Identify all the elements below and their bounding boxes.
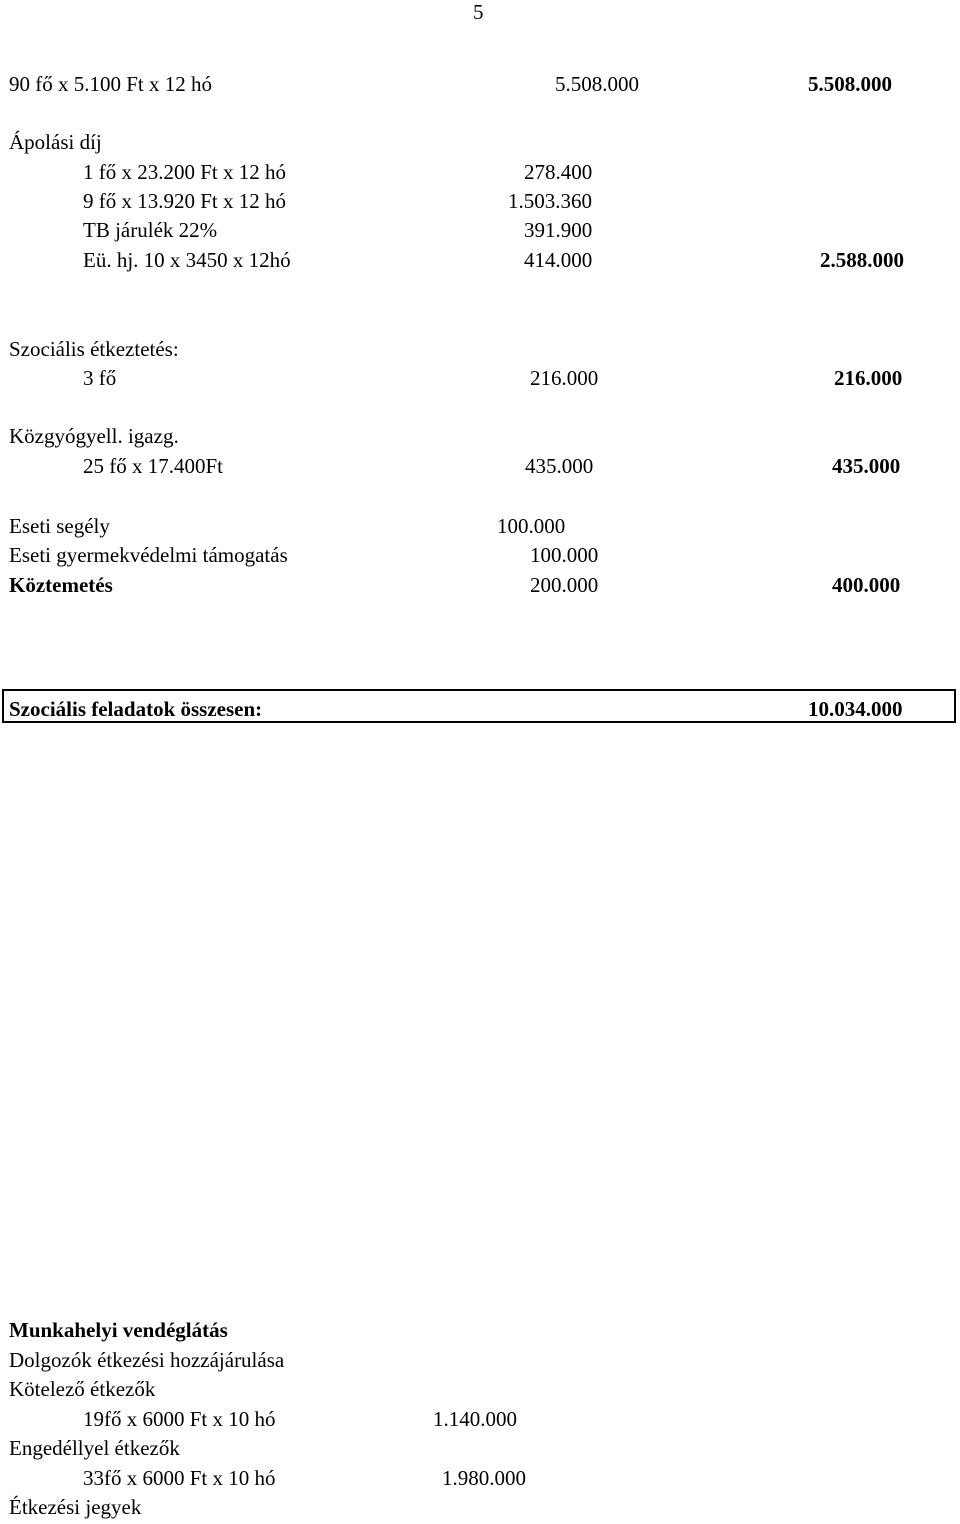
section-heading-apolasi: Ápolási díj <box>9 130 102 154</box>
row-amount: 5.508.000 <box>555 72 639 96</box>
section-heading-kozgyogyellatas: Közgyógyell. igazg. <box>9 424 179 448</box>
row-amount: 435.000 <box>525 454 594 478</box>
row-label: TB járulék 22% <box>83 218 218 242</box>
section-heading-szocialis-etkeztetes: Szociális étkeztetés: <box>9 337 179 361</box>
row-label: 9 fő x 13.920 Ft x 12 hó <box>83 189 287 213</box>
row-amount: 278.400 <box>524 160 593 184</box>
row-label: 25 fő x 17.400Ft <box>83 454 224 478</box>
subheading: Engedéllyel étkezők <box>9 1436 180 1460</box>
row-amount: 216.000 <box>530 366 599 390</box>
subheading: Étkezési jegyek <box>9 1495 142 1519</box>
row-label: Eseti gyermekvédelmi támogatás <box>9 543 288 567</box>
subheading: Kötelező étkezők <box>9 1377 156 1401</box>
row-amount: 1.140.000 <box>433 1407 517 1431</box>
row-label: 33fő x 6000 Ft x 10 hó <box>83 1466 276 1490</box>
row-amount: 391.900 <box>524 218 593 242</box>
page-number: 5 <box>473 0 484 24</box>
row-amount: 1.980.000 <box>442 1466 526 1490</box>
row-label: 19fő x 6000 Ft x 10 hó <box>83 1407 276 1431</box>
row-label: Köztemetés <box>9 573 113 597</box>
row-label: 90 fő x 5.100 Ft x 12 hó <box>9 72 213 96</box>
row-label: Eseti segély <box>9 514 110 538</box>
section-heading-munkahelyi-vendeglatas: Munkahelyi vendéglátás <box>9 1318 228 1342</box>
row-amount: 414.000 <box>524 248 593 272</box>
row-total: 435.000 <box>832 454 901 478</box>
subheading: Dolgozók étkezési hozzájárulása <box>9 1348 285 1372</box>
summary-label: Szociális feladatok összesen: <box>9 697 263 721</box>
row-total: 400.000 <box>832 573 901 597</box>
row-amount: 100.000 <box>497 514 566 538</box>
row-label: Eü. hj. 10 x 3450 x 12hó <box>83 248 291 272</box>
row-amount: 1.503.360 <box>508 189 592 213</box>
summary-total: 10.034.000 <box>808 697 903 721</box>
row-label: 1 fő x 23.200 Ft x 12 hó <box>83 160 287 184</box>
row-label: 3 fő <box>83 366 117 390</box>
row-total: 216.000 <box>834 366 903 390</box>
row-amount: 200.000 <box>530 573 599 597</box>
row-total: 2.588.000 <box>820 248 904 272</box>
row-amount: 100.000 <box>530 543 599 567</box>
row-total: 5.508.000 <box>808 72 892 96</box>
